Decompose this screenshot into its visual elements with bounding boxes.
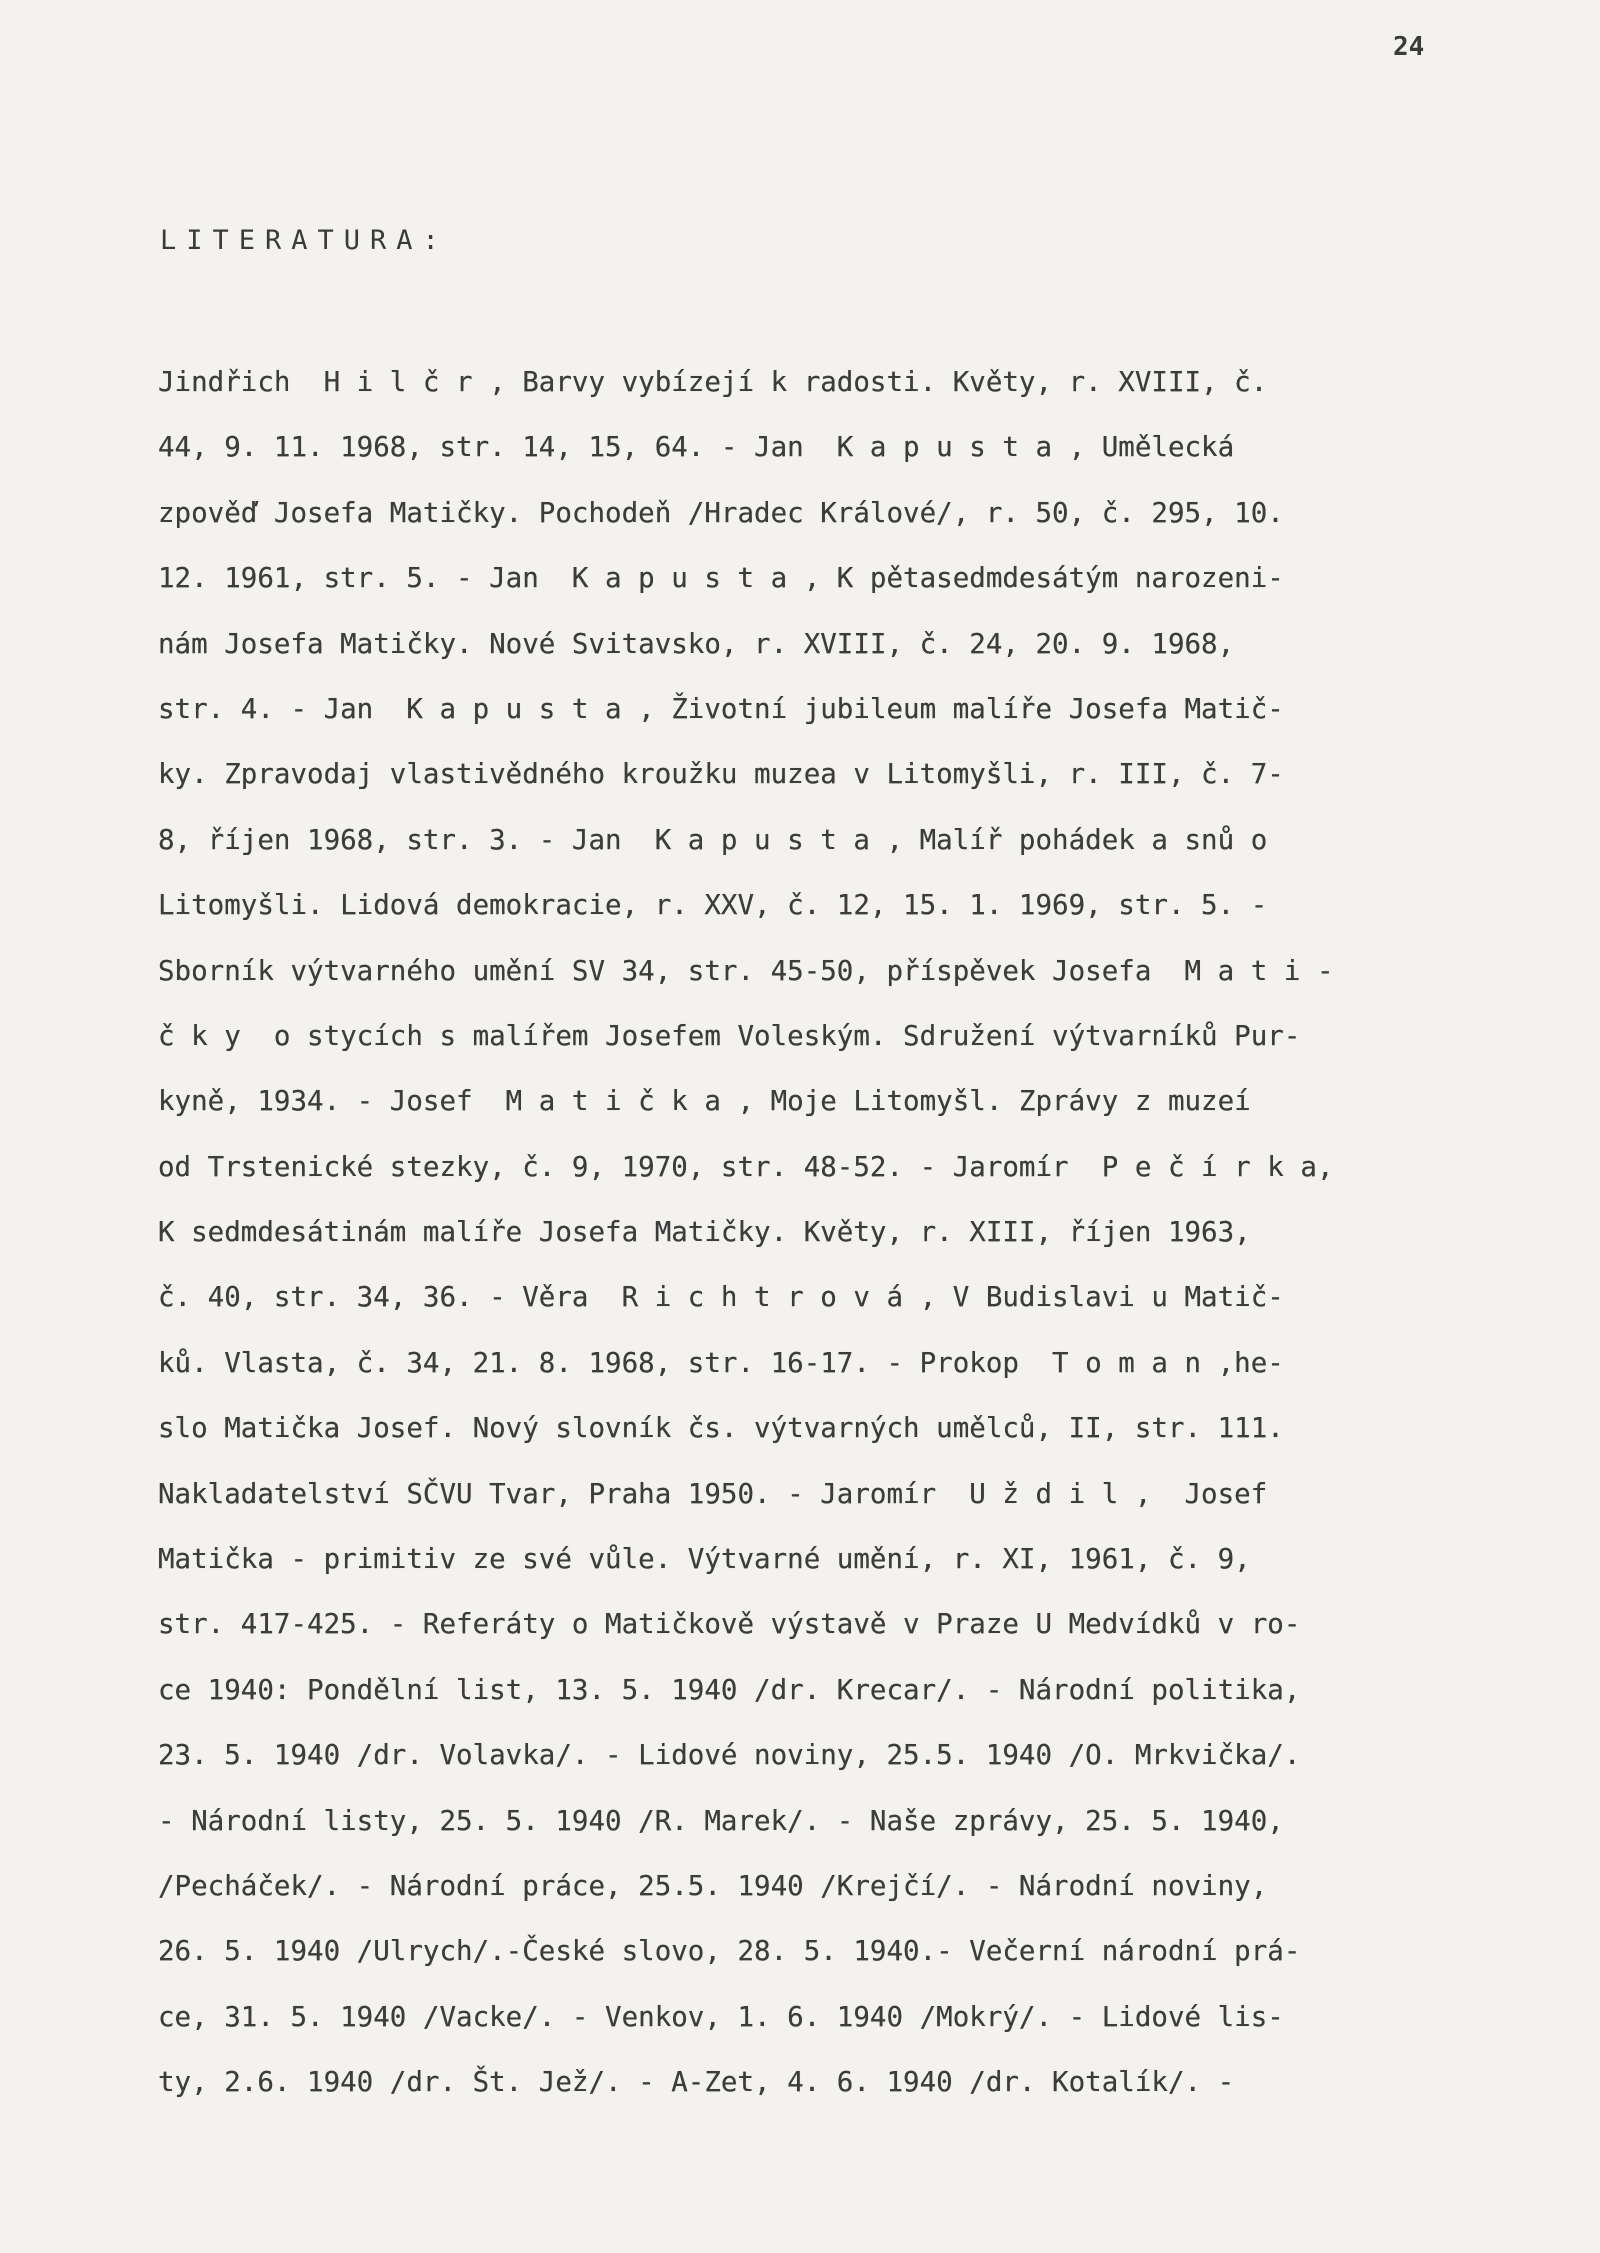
text-line: str. 4. - Jan K a p u s t a , Životní jubileum malíře Josefa Matič-	[158, 692, 1284, 725]
text-line: ky. Zpravodaj vlastivědného kroužku muzea v Litomyšli, r. III, č. 7-	[158, 758, 1284, 791]
text-line: ce 1940: Pondělní list, 13. 5. 1940 /dr. Krecar/. - Národní politika,	[158, 1673, 1301, 1706]
text-line: zpověď Josefa Matičky. Pochodeň /Hradec Králové/, r. 50, č. 295, 10.	[158, 496, 1284, 529]
text-line: ků. Vlasta, č. 34, 21. 8. 1968, str. 16-17. - Prokop T o m a n ,he-	[158, 1346, 1284, 1379]
text-line: - Národní listy, 25. 5. 1940 /R. Marek/. - Naše zprávy, 25. 5. 1940,	[158, 1804, 1284, 1837]
text-line: č k y o stycích s malířem Josefem Voleským. Sdružení výtvarníků Pur-	[158, 1019, 1301, 1052]
text-line: slo Matička Josef. Nový slovník čs. výtvarných umělců, II, str. 111.	[158, 1412, 1284, 1445]
text-line: ce, 31. 5. 1940 /Vacke/. - Venkov, 1. 6. 1940 /Mokrý/. - Lidové lis-	[158, 2000, 1284, 2033]
text-line: str. 417-425. - Referáty o Matičkově výstavě v Praze U Medvídků v ro-	[158, 1608, 1301, 1641]
text-line: Matička - primitiv ze své vůle. Výtvarné umění, r. XI, 1961, č. 9,	[158, 1543, 1251, 1576]
bibliography-text	[158, 350, 1518, 2116]
text-line: 12. 1961, str. 5. - Jan K a p u s t a , K pětasedmdesátým narozeni-	[158, 562, 1284, 595]
text-line: 23. 5. 1940 /dr. Volavka/. - Lidové noviny, 25.5. 1940 /O. Mrkvička/.	[158, 1739, 1301, 1772]
text-line: od Trstenické stezky, č. 9, 1970, str. 48-52. - Jaromír P e č í r k a,	[158, 1150, 1334, 1183]
text-line: nám Josefa Matičky. Nové Svitavsko, r. XVIII, č. 24, 20. 9. 1968,	[158, 627, 1235, 660]
text-line: 26. 5. 1940 /Ulrych/.-České slovo, 28. 5. 1940.- Večerní národní prá-	[158, 1935, 1301, 1968]
page-number: 24	[1393, 32, 1425, 62]
text-line: 8, říjen 1968, str. 3. - Jan K a p u s t a , Malíř pohádek a snů o	[158, 823, 1268, 856]
text-line: Jindřich H i l č r , Barvy vybízejí k radosti. Květy, r. XVIII, č.	[158, 366, 1268, 398]
section-heading: LITERATURA:	[160, 225, 449, 256]
text-line: č. 40, str. 34, 36. - Věra R i c h t r o v á , V Budislavi u Matič-	[158, 1281, 1284, 1314]
text-line: Litomyšli. Lidová demokracie, r. XXV, č. 12, 15. 1. 1969, str. 5. -	[158, 889, 1268, 922]
text-line: ty, 2.6. 1940 /dr. Št. Jež/. - A-Zet, 4. 6. 1940 /dr. Kotalík/. -	[158, 2066, 1235, 2099]
text-line: Nakladatelství SČVU Tvar, Praha 1950. - Jaromír U ž d i l , Josef	[158, 1477, 1268, 1510]
text-line: kyně, 1934. - Josef M a t i č k a , Moje Litomyšl. Zprávy z muzeí	[158, 1085, 1251, 1118]
text-line: /Pecháček/. - Národní práce, 25.5. 1940 /Krejčí/. - Národní noviny,	[158, 1869, 1268, 1902]
text-line: Sborník výtvarného umění SV 34, str. 45-50, příspěvek Josefa M a t i -	[158, 954, 1334, 987]
text-line: K sedmdesátinám malíře Josefa Matičky. Květy, r. XIII, říjen 1963,	[158, 1216, 1251, 1249]
text-line: 44, 9. 11. 1968, str. 14, 15, 64. - Jan K a p u s t a , Umělecká	[158, 431, 1235, 464]
